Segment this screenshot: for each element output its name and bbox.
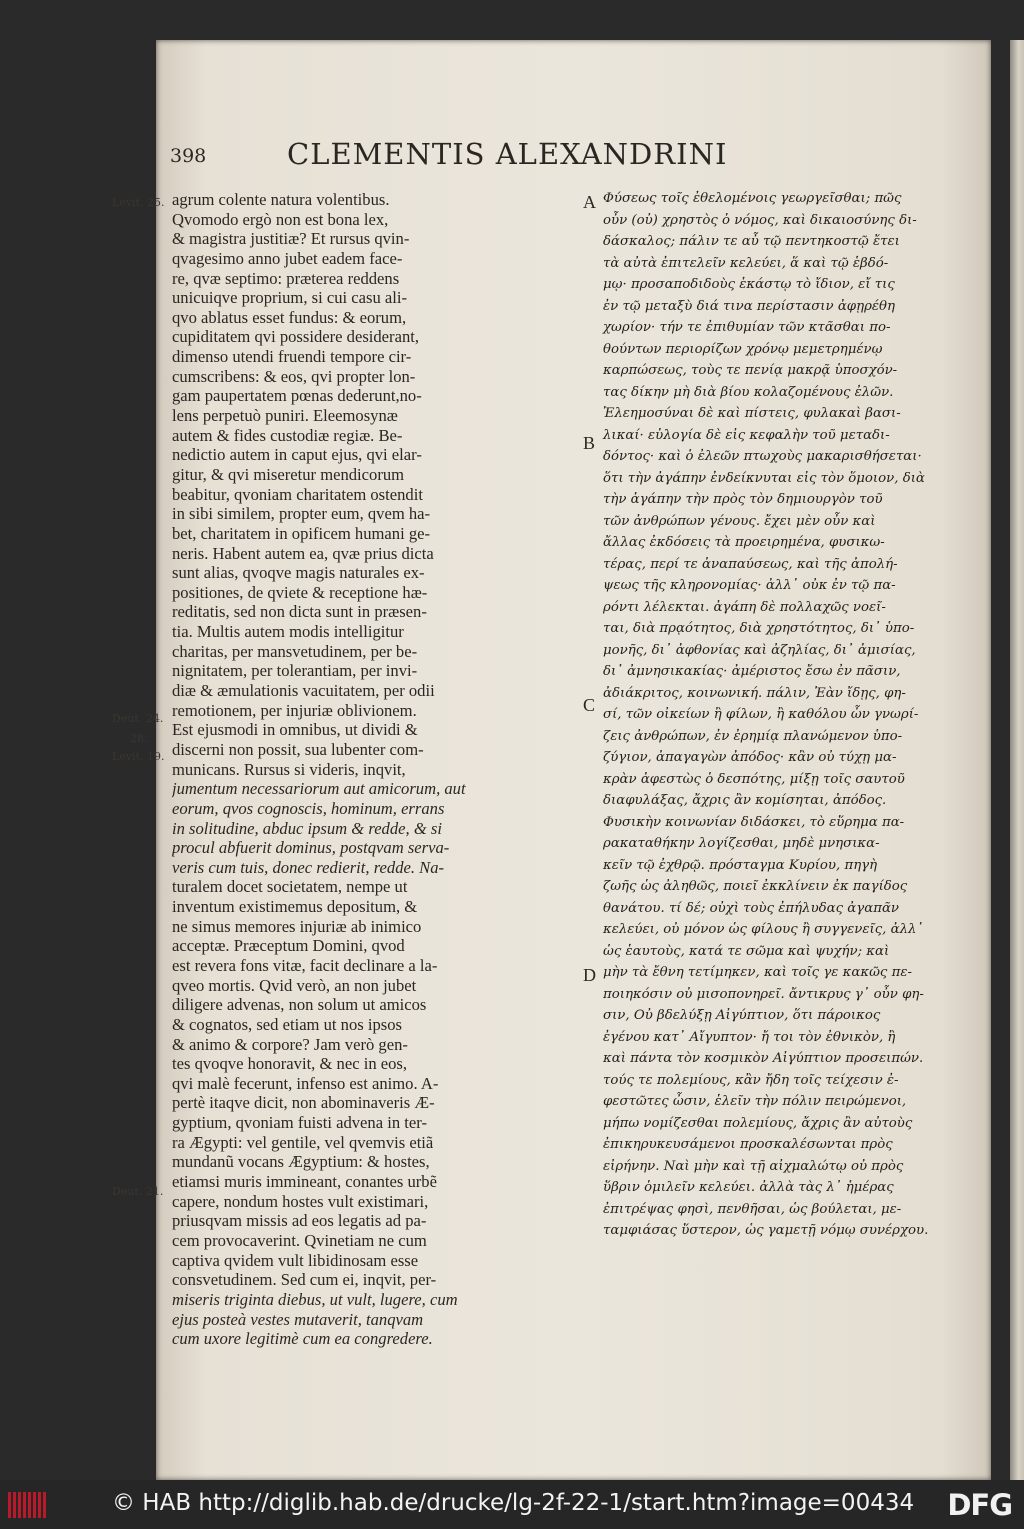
latin-line: qvi malè fecerunt, infenso est animo. A-	[172, 1073, 439, 1093]
latin-line: captiva qvidem vult libidinosam esse	[172, 1250, 419, 1270]
greek-line: σί, τῶν οἰκείων ἢ φίλων, ἢ καθόλου ὧν γνωρί-	[603, 707, 919, 722]
greek-line: σιν, Οὐ βδελύξῃ Αἰγύπτιον, ὅτι πάροικος	[603, 1008, 881, 1023]
greek-line: ποιηκόσιν οὐ μισοπονηρεῖ. ἄντικρυς γ᾽ οὖν φη-	[603, 986, 924, 1002]
greek-line: ρόντι λέλεκται. ἀγάπη δὲ πολλαχῶς νοεῖ-	[603, 599, 886, 615]
greek-line: ταμφιάσας ὕστερον, ὡς γαμετῇ νόμῳ συνέρχου.	[603, 1223, 929, 1238]
latin-line: bet, charitatem in opificem humani ge-	[172, 523, 431, 543]
greek-line: ζύγιον, ἀπαγαγὼν ἀπόδος· κἂν οὐ τύχῃ μα-	[603, 750, 897, 765]
latin-line: priusqvam missis ad eos legatis ad pa-	[172, 1211, 427, 1231]
next-page-edge	[1010, 40, 1024, 1480]
page-header	[170, 125, 830, 183]
latin-line: Qvomodo ergò non est bona lex,	[172, 209, 389, 229]
greek-line: ἐπικηρυκευσάμενοι προσκαλέσωνται πρὸς	[603, 1137, 893, 1152]
latin-line: turalem docet societatem, nempe ut	[172, 877, 408, 897]
latin-line: qveo mortis. Qvid verò, an non jubet	[172, 975, 417, 995]
latin-line: & magistra justitiæ? Et rursus qvin-	[172, 229, 410, 249]
greek-line: δάσκαλος; πάλιν τε αὖ τῷ πεντηκοστῷ ἔτει	[603, 234, 900, 249]
latin-line: nignitatem, per tolerantiam, per invi-	[172, 661, 418, 681]
greek-line: δόντος· καὶ ὁ ἐλεῶν πτωχοὺς μακαρισθήσεται·	[603, 449, 922, 464]
latin-line: re, qvæ septimo: præterea reddens	[172, 268, 400, 288]
greek-line: κρὰν ἀφεστὼς ὁ δεσπότης, μίξῃ τοῖς σαυτοῦ	[603, 771, 905, 787]
section-letter: B	[583, 433, 596, 453]
greek-line: τούς τε πολεμίους, κἂν ἤδη τοῖς τείχεσιν ἐ-	[603, 1072, 899, 1088]
latin-line: in sibi similem, propter eum, qvem ha-	[172, 504, 431, 524]
dfg-logo: DFG	[947, 1488, 1012, 1522]
copyright-link[interactable]: © HAB http://diglib.hab.de/drucke/lg-2f-22-1/start.htm?image=00434	[112, 1490, 915, 1516]
section-letter: C	[583, 695, 596, 715]
latin-line: ejus posteà vestes mutaverit, tanqvam	[172, 1309, 424, 1329]
greek-line: τὰ αὐτὰ ἐπιτελεῖν κελεύει, ἅ καὶ τῷ ἑβδό-	[603, 255, 889, 271]
margin-notes	[112, 0, 172, 1480]
greek-line: τὴν ἀγάπην τὴν πρὸς τὸν δημιουργὸν τοῦ	[603, 492, 883, 507]
greek-line: Φυσικὴν κοινωνίαν διδάσκει, τὸ εὕρημα πα-	[603, 814, 905, 830]
greek-line: δι᾽ ἀμνησικακίας· ἀμέριστος ἔσω ἐν πᾶσιν,	[603, 664, 901, 679]
latin-line: acceptæ. Præceptum Domini, qvod	[172, 936, 405, 956]
greek-line: ται, διὰ πρᾳότητος, διὰ χρηστότητος, δι᾽ ὑπο-	[603, 621, 915, 636]
latin-line: pertè itaqve dicit, non abominaveris Æ-	[172, 1093, 435, 1113]
latin-line: procul abfuerit dominus, postqvam serva-	[172, 838, 450, 858]
greek-line: κεῖν τῷ ἐχθρῷ. πρόσταγμα Κυρίου, πηγὴ	[603, 857, 878, 873]
latin-line: capere, nondum hostes vult existimari,	[172, 1191, 429, 1211]
latin-line: sunt alias, qvoqve magis naturales ex-	[172, 563, 425, 583]
latin-line: consvetudinem. Sed cum ei, inqvit, per-	[172, 1270, 437, 1290]
latin-line: cupiditatem qvi possidere desiderant,	[172, 327, 419, 347]
margin-note: Deut. 21.	[112, 1185, 164, 1198]
latin-line: gyptium, qvoniam fuisti advena in ter-	[172, 1113, 427, 1133]
greek-line: ὕβριν ὁμιλεῖν κελεύει. ἀλλὰ τὰς λ᾽ ἡμέρας	[603, 1180, 894, 1195]
greek-line: ψεως τῆς κληρονομίας· ἀλλ᾽ οὐκ ἐν τῷ πα-	[603, 578, 896, 593]
section-letter: A	[583, 192, 596, 212]
latin-line: tes qvoqve honoravit, & nec in eos,	[172, 1054, 408, 1074]
margin-note: 28.	[130, 732, 148, 745]
latin-line: qvo ablatus esset fundus: & eorum,	[172, 307, 407, 327]
greek-column	[585, 188, 940, 1248]
latin-line: reditatis, sed non dicta sunt in præsen-	[172, 602, 427, 622]
greek-line: Φύσεως τοῖς ἐθελομένοις γεωργεῖσθαι; πῶς	[603, 191, 902, 206]
greek-line: καὶ πάντα τὸν κοσμικὸν Αἰγύπτιον προσειπών.	[603, 1051, 924, 1066]
margin-note: Levit. 25.	[112, 196, 165, 209]
running-head: CLEMENTIS ALEXANDRINI	[287, 137, 728, 171]
greek-line: ἐγένου κατ᾽ Αἴγυπτον· ἤ τοι τὸν ἐθνικὸν, ἢ	[603, 1029, 896, 1045]
latin-line: veris cum tuis, donec redierit, redde. Na-	[172, 857, 445, 877]
greek-line: ζωῆς ὡς ἀληθῶς, ποιεῖ ἐκκλίνειν ἐκ παγίδος	[603, 879, 908, 894]
greek-line: ἄλλας ἐκδόσεις τὰ προειρημένα, φυσικω-	[603, 535, 885, 550]
greek-line: χωρίον· τήν τε ἐπιθυμίαν τῶν κτᾶσθαι πο-	[603, 320, 891, 335]
greek-line: τῶν ἀνθρώπων γένους. ἔχει μὲν οὖν καὶ	[603, 513, 876, 529]
latin-line: unicuiqve proprium, si cui casu ali-	[172, 288, 408, 308]
page-number: 398	[170, 145, 207, 167]
latin-line: autem & fides custodiæ regiæ. Be-	[172, 425, 403, 445]
greek-line: ζεις ἀνθρώπων, ἐν ἐρημίᾳ πλανώμενον ὑπο-	[603, 728, 903, 744]
latin-line: positiones, de qviete & receptione hæ-	[172, 582, 428, 602]
latin-line: diæ & æmulationis vacuitatem, per odii	[172, 681, 435, 701]
latin-line: gam paupertatem pœnas dederunt,no-	[172, 386, 422, 406]
latin-line: gitur, & qvi miseretur mendicorum	[172, 464, 405, 484]
latin-line: charitas, per mansvetudinem, per be-	[172, 641, 418, 661]
greek-line: ὡς ἑαυτοὺς, κατά τε σῶμα καὶ ψυχήν; καὶ	[603, 943, 890, 959]
greek-line: εἰρήνην. Ναὶ μὴν καὶ τῇ αἰχμαλώτῳ οὐ πρὸς	[603, 1158, 904, 1174]
greek-line: Ἐλεημοσύναι δὲ καὶ πίστεις, φυλακαὶ βασι-	[603, 406, 901, 421]
latin-line: eorum, qvos cognoscis, hominum, errans	[172, 798, 445, 818]
greek-line: ἐπιτρέψας φησὶ, πενθῆσαι, ὡς βούλεται, με-	[603, 1201, 902, 1217]
latin-line: & animo & corpore? Jam verò gen-	[172, 1034, 408, 1054]
latin-line: agrum colente natura volentibus.	[172, 190, 390, 209]
greek-line: ἐν τῷ μεταξὺ διά τινα περίστασιν ἀφῃρέθη	[603, 298, 895, 314]
greek-line: μὴν τὰ ἔθνη τετίμηκεν, καὶ τοῖς γε κακῶς πε-	[603, 965, 912, 980]
greek-line: φεστῶτες ὦσιν, ἑλεῖν τὴν πόλιν πειρώμενοι,	[603, 1094, 907, 1109]
greek-line: διαφυλάξας, ἄχρις ἂν κομίσηται, ἀπόδος.	[603, 793, 887, 808]
latin-line: & cognatos, sed etiam ut nos ipsos	[172, 1014, 402, 1034]
latin-line: ne simus memores injuriæ ab inimico	[172, 916, 422, 936]
latin-line: in solitudine, abduc ipsum & redde, & si	[172, 818, 442, 838]
latin-line: lens perpetuò puniri. Eleemosynæ	[172, 406, 398, 426]
greek-line: μονῆς, δι᾽ ἀφθονίας καὶ ἀζηλίας, δι᾽ ἀμισίας,	[603, 642, 916, 658]
margin-note: Levit. 19.	[112, 750, 165, 763]
greek-line: τέρας, περί τε ἀναπαύσεως, καὶ τῆς ἀπολή-	[603, 556, 898, 572]
greek-line: μῳ· προσαποδιδοὺς ἑκάστῳ τὸ ἴδιον, εἴ τις	[603, 277, 895, 292]
latin-line: jumentum necessariorum aut amicorum, aut	[172, 779, 466, 799]
greek-line: οὖν (οὐ) χρηστὸς ὁ νόμος, καὶ δικαιοσύνης δι-	[603, 212, 917, 228]
latin-line: neris. Habent autem ea, qvæ prius dicta	[172, 543, 434, 563]
latin-line: cem provocaverint. Qvinetiam ne cum	[172, 1230, 427, 1250]
margin-note: Deut. 24.	[112, 712, 164, 725]
latin-line: beabitur, qvoniam charitatem ostendit	[172, 484, 423, 504]
greek-line: τας δίκην μὴ διὰ βίου κολαζομένους ἐλῶν.	[603, 384, 894, 400]
greek-line: ἀδιάκριτος, κοινωνική. πάλιν, Ἐὰν ἴδῃς, φη-	[603, 685, 906, 701]
latin-line: discerni non possit, sua lubenter com-	[172, 739, 424, 759]
latin-line: remotionem, per injuriæ oblivionem.	[172, 700, 417, 720]
latin-line: tia. Multis autem modis intelligitur	[172, 622, 404, 642]
greek-line: κελεύει, οὐ μόνον ὡς φίλους ἢ συγγενεῖς, ἀλλ᾽	[603, 922, 924, 937]
greek-line: λικαί· εὐλογία δὲ εἰς κεφαλὴν τοῦ μεταδι-	[603, 427, 890, 443]
latin-line: inventum existimemus depositum, &	[172, 897, 418, 917]
greek-line: ὅτι τὴν ἀγάπην ἐνδείκνυται εἰς τὸν ὅμοιον, διὰ	[603, 470, 925, 486]
latin-line: miseris triginta diebus, ut vult, lugere, cum	[172, 1289, 458, 1309]
latin-line: Est ejusmodi in omnibus, ut dividi &	[172, 720, 418, 740]
greek-line: μήπω νομίζεσθαι πολεμίους, ἄχρις ἂν αὐτοὺς	[603, 1115, 913, 1131]
latin-line: est revera fons vitæ, facit declinare a la-	[172, 955, 438, 975]
latin-line: qvagesimo anno jubet eadem face-	[172, 248, 403, 268]
latin-line: ra Ægypti: vel gentile, vel qvemvis etiã	[172, 1132, 434, 1152]
latin-column	[172, 190, 590, 1349]
section-letter: D	[583, 965, 596, 985]
greek-line: ρακαταθήκην λογίζεσθαι, μηδὲ μνησικα-	[603, 836, 880, 851]
greek-line: θανάτου. τί δέ; οὐχὶ τοὺς ἐπήλυδας ἀγαπᾶν	[603, 900, 900, 916]
greek-line: καρπώσεως, τοὺς τε πενίᾳ μακρᾷ ὑποσχόν-	[603, 363, 898, 378]
latin-line: diligere advenas, non solum ut amicos	[172, 995, 427, 1015]
footer-bar	[0, 1480, 1024, 1529]
latin-line: mundanũ vocans Ægyptium: & hostes,	[172, 1152, 430, 1172]
latin-line: etiamsi muris immineant, conantes urbẽ	[172, 1172, 437, 1192]
greek-line: θούντων περιορίζων χρόνῳ μεμετρημένῳ	[603, 341, 883, 357]
latin-line: nedictio autem in caput ejus, qvi elar-	[172, 445, 422, 465]
hab-logo	[8, 1492, 50, 1518]
latin-line: cum uxore legitimè cum ea congredere.	[172, 1329, 433, 1349]
latin-line: municans. Rursus si videris, inqvit,	[172, 759, 406, 779]
latin-line: dimenso utendi fruendi tempore cir-	[172, 347, 412, 367]
latin-line: cumscribens: & eos, qvi propter lon-	[172, 366, 416, 386]
